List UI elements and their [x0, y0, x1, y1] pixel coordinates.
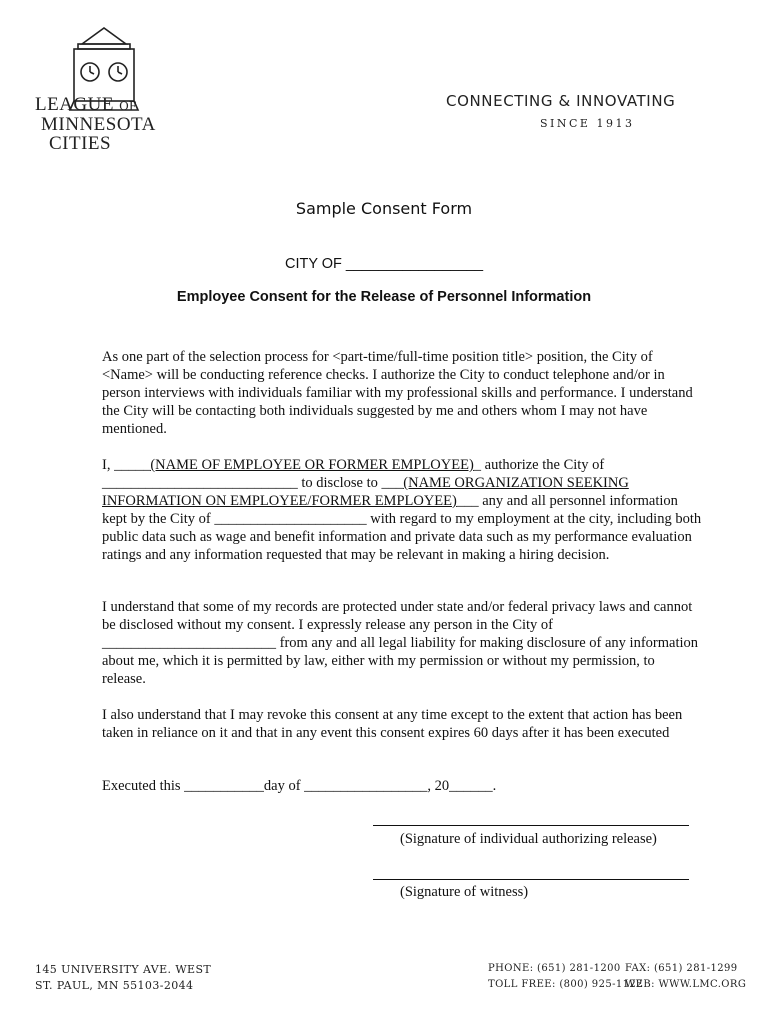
p2-part-e: ___ any and all personnel information kept by the City of _____________________ with regard to my employment at the city, including both public data such as wage and benefit information and private data such as my performance evaluation ratings and any information requested that may be relevant in making a hiring decision.: [102, 493, 702, 563]
signature-line-witness: [373, 879, 689, 880]
paragraph-1: As one part of the selection process for <part-time/full-time position title> position, the City of <Name> will be conducting reference checks. I authorize the City to conduct telephone and/or in person interviews with individuals familiar with my professional skills and performance. I understand the City will be contacting both individuals suggested by me and others whom I may not have mentioned.: [102, 349, 693, 437]
signature-caption-authorizing: (Signature of individual authorizing release): [400, 831, 657, 847]
p2-employee-name-placeholder: (NAME OF EMPLOYEE OR FORMER EMPLOYEE): [150, 457, 474, 473]
footer-fax: FAX: (651) 281-1299: [625, 963, 738, 974]
footer-address-1: 145 UNIVERSITY AVE. WEST: [35, 963, 212, 976]
footer-tollfree: TOLL FREE: (800) 925-1122: [488, 979, 643, 990]
document-title: Sample Consent Form: [295, 199, 473, 218]
document-heading: Employee Consent for the Release of Personnel Information: [176, 289, 592, 305]
signature-line-authorizing: [373, 825, 689, 826]
tagline: CONNECTING & INNOVATING: [446, 92, 676, 110]
paragraph-3: I understand that some of my records are protected under state and/or federal privacy laws and cannot be disclosed without my consent. I expressly release any person in the City of ________________________ from any and all legal liability for making disclosure of any information about me, which it is permitted by law, either with my permission or without my permission, to release.: [102, 599, 699, 687]
logo-wordmark: [35, 95, 156, 153]
paragraph-4: I also understand that I may revoke this consent at any time except to the extent that action has been taken in reliance on it and that in any event this consent expires 60 days after it has been executed: [102, 707, 683, 741]
footer-address-2: ST. PAUL, MN 55103-2044: [35, 979, 194, 992]
footer-phone: PHONE: (651) 281-1200: [488, 963, 621, 974]
executed-line: Executed this ___________day of _________________, 20______.: [102, 778, 497, 794]
since-text: SINCE 1913: [540, 117, 635, 130]
logo-line1-of: OF: [119, 98, 137, 113]
logo-line1: LEAGUE: [35, 94, 114, 115]
p2-part-c: _ authorize the City of ___________________________ to disclose to ___: [102, 457, 605, 491]
p2-organization-placeholder: (NAME ORGANIZATION SEEKING INFORMATION ON EMPLOYEE/FORMER EMPLOYEE): [102, 475, 629, 509]
signature-caption-witness: (Signature of witness): [400, 884, 529, 900]
paragraph-2: [102, 456, 702, 564]
p2-part-a: I, _____: [102, 457, 151, 473]
logo-line3: CITIES: [49, 133, 112, 154]
logo-line2: MINNESOTA: [41, 114, 156, 135]
city-line: CITY OF _________________: [284, 256, 484, 272]
footer-web: WEB: WWW.LMC.ORG: [625, 979, 747, 990]
